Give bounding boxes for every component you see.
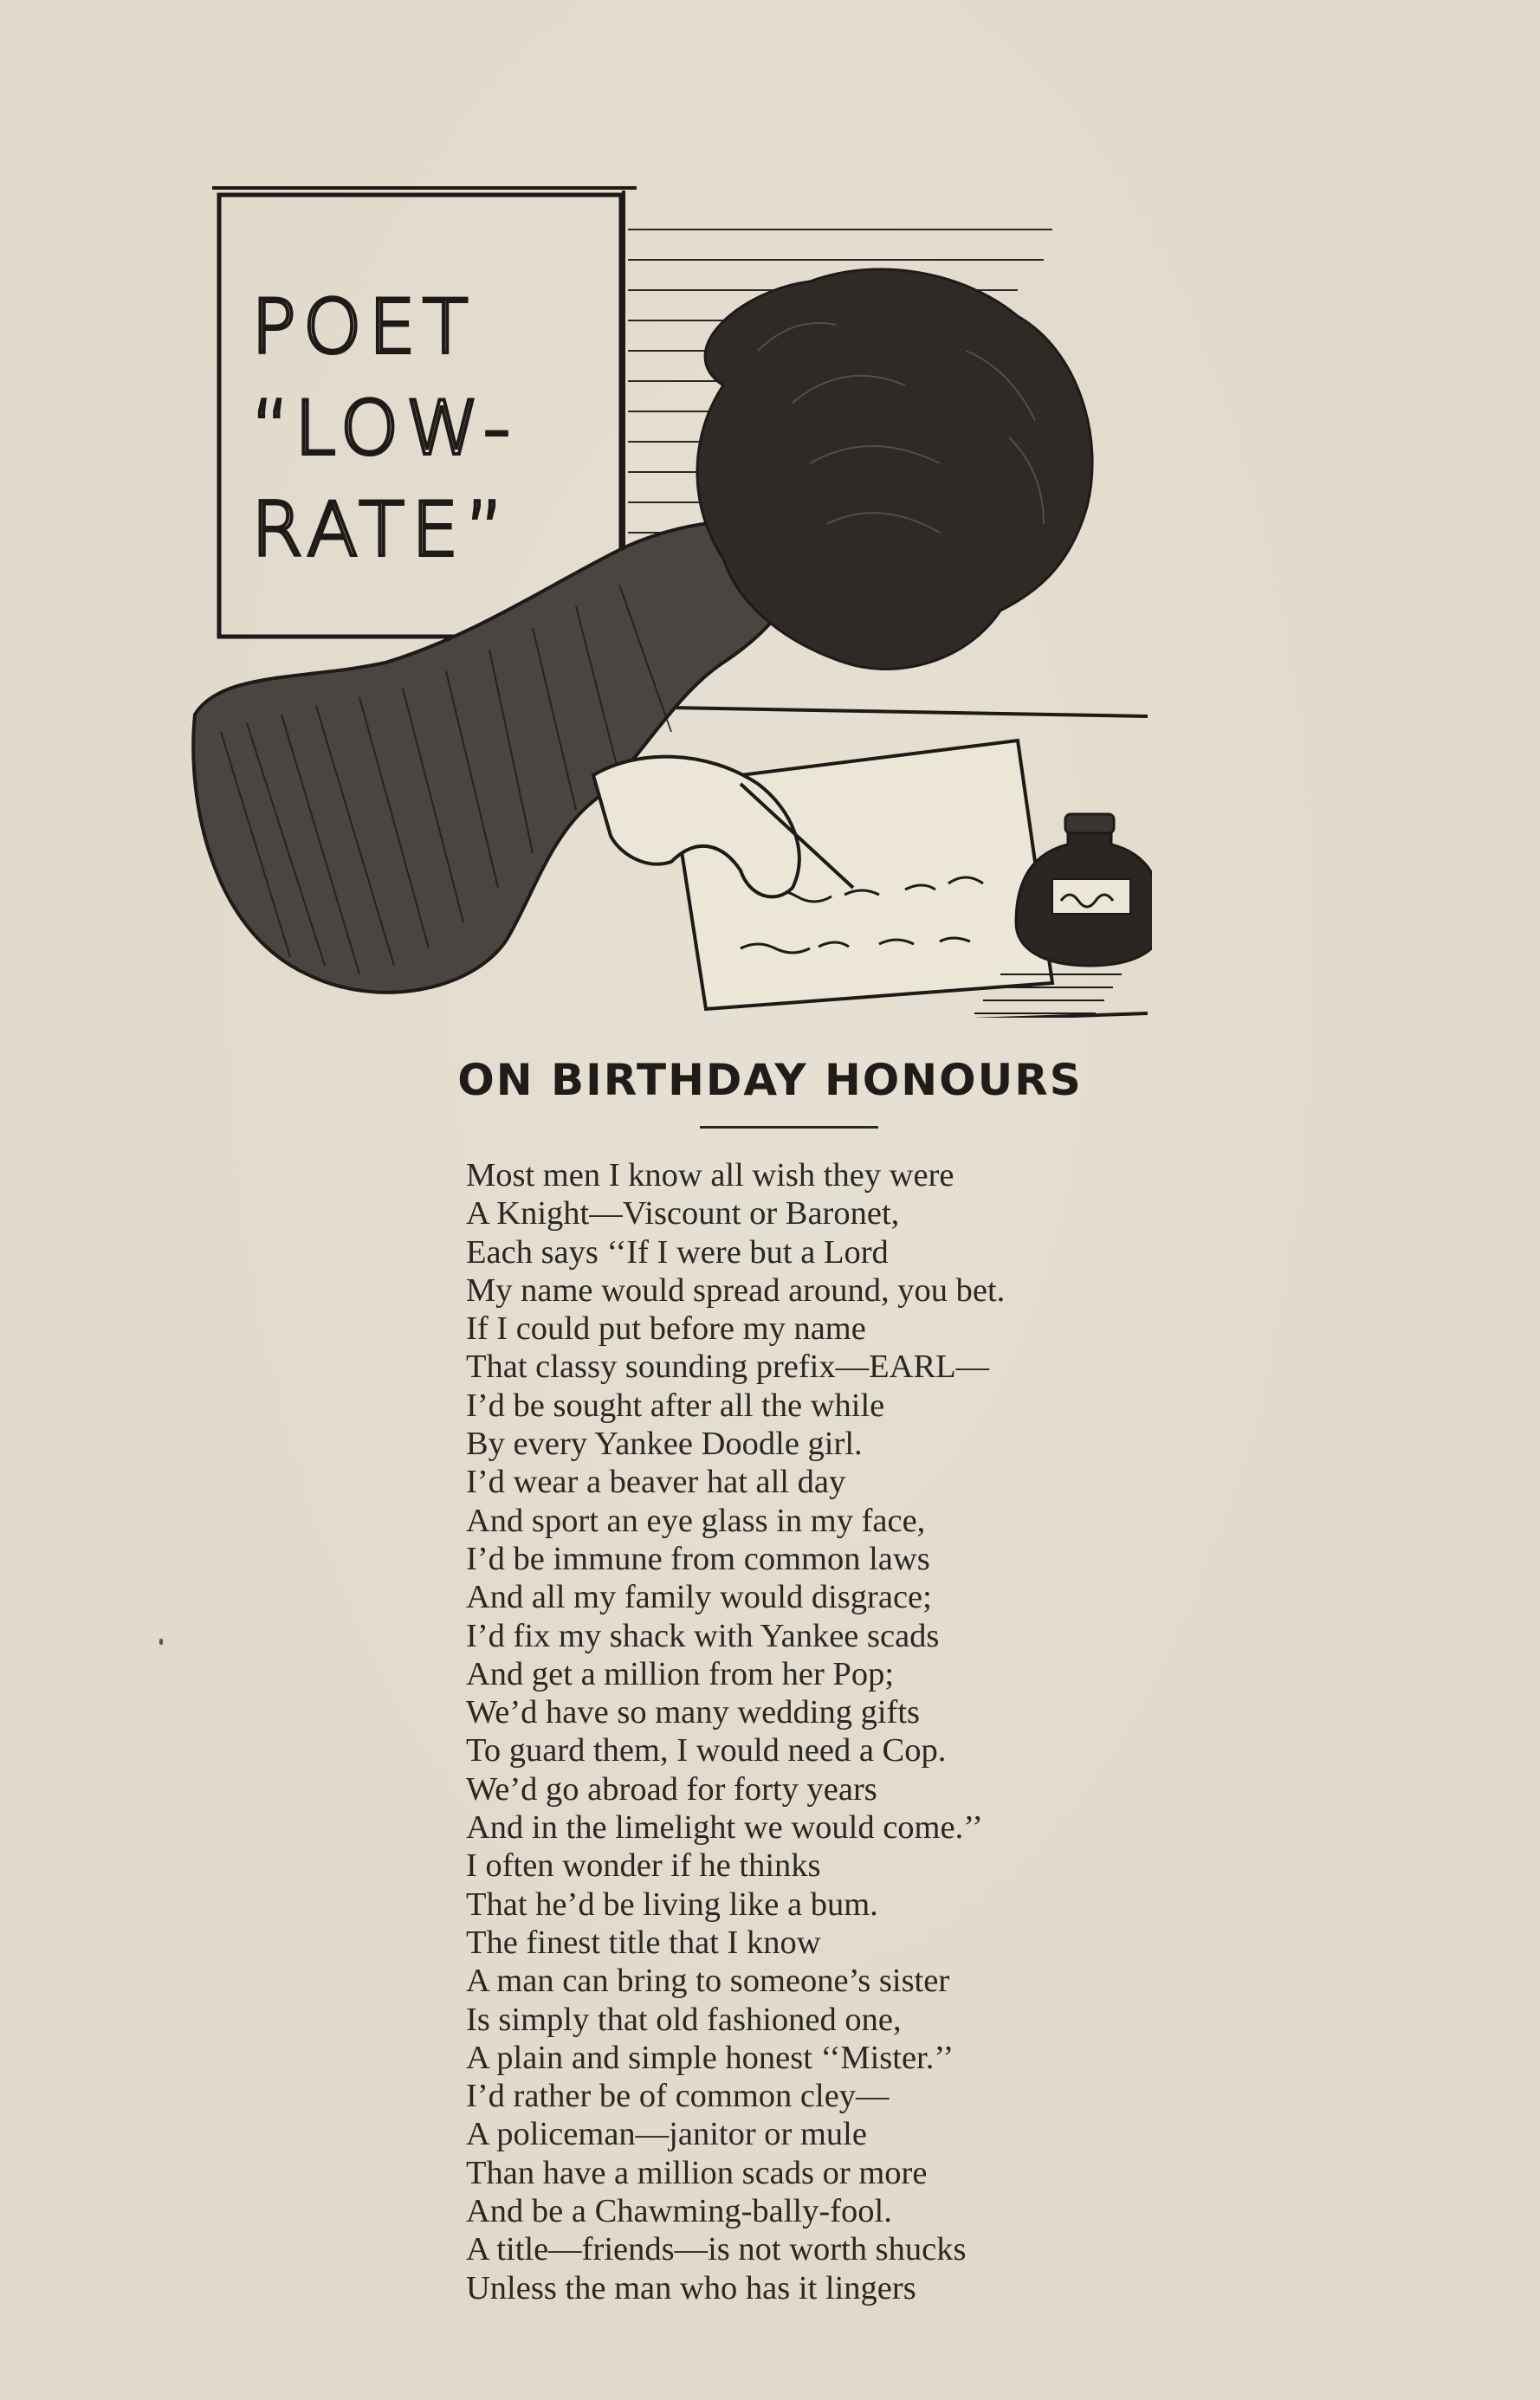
poem-line: I’d wear a beaver hat all day	[466, 1464, 846, 1501]
stray-ink-mark	[159, 1639, 163, 1645]
poem-line: A Knight—Viscount or Baronet,	[466, 1195, 900, 1232]
poem-line: That he’d be living like a bum.	[466, 1886, 878, 1923]
poem-line: And get a million from her Pop;	[466, 1655, 895, 1692]
poem-line: We’d have so many wedding gifts	[466, 1694, 921, 1731]
poem-line: I often wonder if he thinks	[466, 1847, 821, 1885]
poem-line: And all my family would disgrace;	[466, 1579, 932, 1616]
poem-line: By every Yankee Doodle girl.	[466, 1426, 863, 1463]
poem-body	[466, 1156, 1211, 2307]
sign-line-rate: RATE”	[251, 487, 511, 573]
sign-line-poet: POET	[251, 284, 476, 371]
poem-line: And in the limelight we would come.’’	[466, 1809, 983, 1847]
title-divider	[700, 1126, 878, 1129]
poem-line: A title—friends—is not worth shucks	[466, 2231, 967, 2268]
poem-line: If I could put before my name	[466, 1310, 866, 1348]
poem-line: Unless the man who has it lingers	[466, 2269, 916, 2306]
poem-line: A plain and simple honest ‘‘Mister.’’	[466, 2039, 954, 2076]
poem-line: A man can bring to someone’s sister	[466, 1963, 950, 2000]
poem-line: I’d rather be of common cley—	[466, 2078, 890, 2115]
poem-line: And be a Chawming-bally-fool.	[466, 2193, 892, 2230]
poem-line: I’d fix my shack with Yankee scads	[466, 1617, 940, 1654]
poem-line: That classy sounding prefix—EARL—	[466, 1349, 990, 1386]
poem-line: Each says ‘‘If I were but a Lord	[466, 1233, 889, 1271]
poem-line: A policeman—janitor or mule	[466, 2116, 867, 2153]
sign-text	[251, 284, 580, 573]
poem-line: The finest title that I know	[466, 1924, 821, 1961]
poem-line: Is simply that old fashioned one,	[466, 2001, 902, 2038]
poem-line: I’d be immune from common laws	[466, 1540, 930, 1577]
poem-line: Most men I know all wish they were	[466, 1157, 954, 1194]
poem-line: And sport an eye glass in my face,	[466, 1502, 926, 1539]
sign-line-low: “LOW-	[251, 385, 518, 472]
poem-line: I’d be sought after all the while	[466, 1387, 885, 1424]
poet-head	[697, 269, 1092, 670]
poem-title: ON BIRTHDAY HONOURS	[457, 1055, 1083, 1105]
poem-line: Than have a million scads or more	[466, 2154, 928, 2191]
poem-line: My name would spread around, you bet.	[466, 1271, 1006, 1309]
poem-line: We’d go abroad for forty years	[466, 1770, 877, 1808]
poem-line: To guard them, I would need a Cop.	[466, 1732, 947, 1769]
